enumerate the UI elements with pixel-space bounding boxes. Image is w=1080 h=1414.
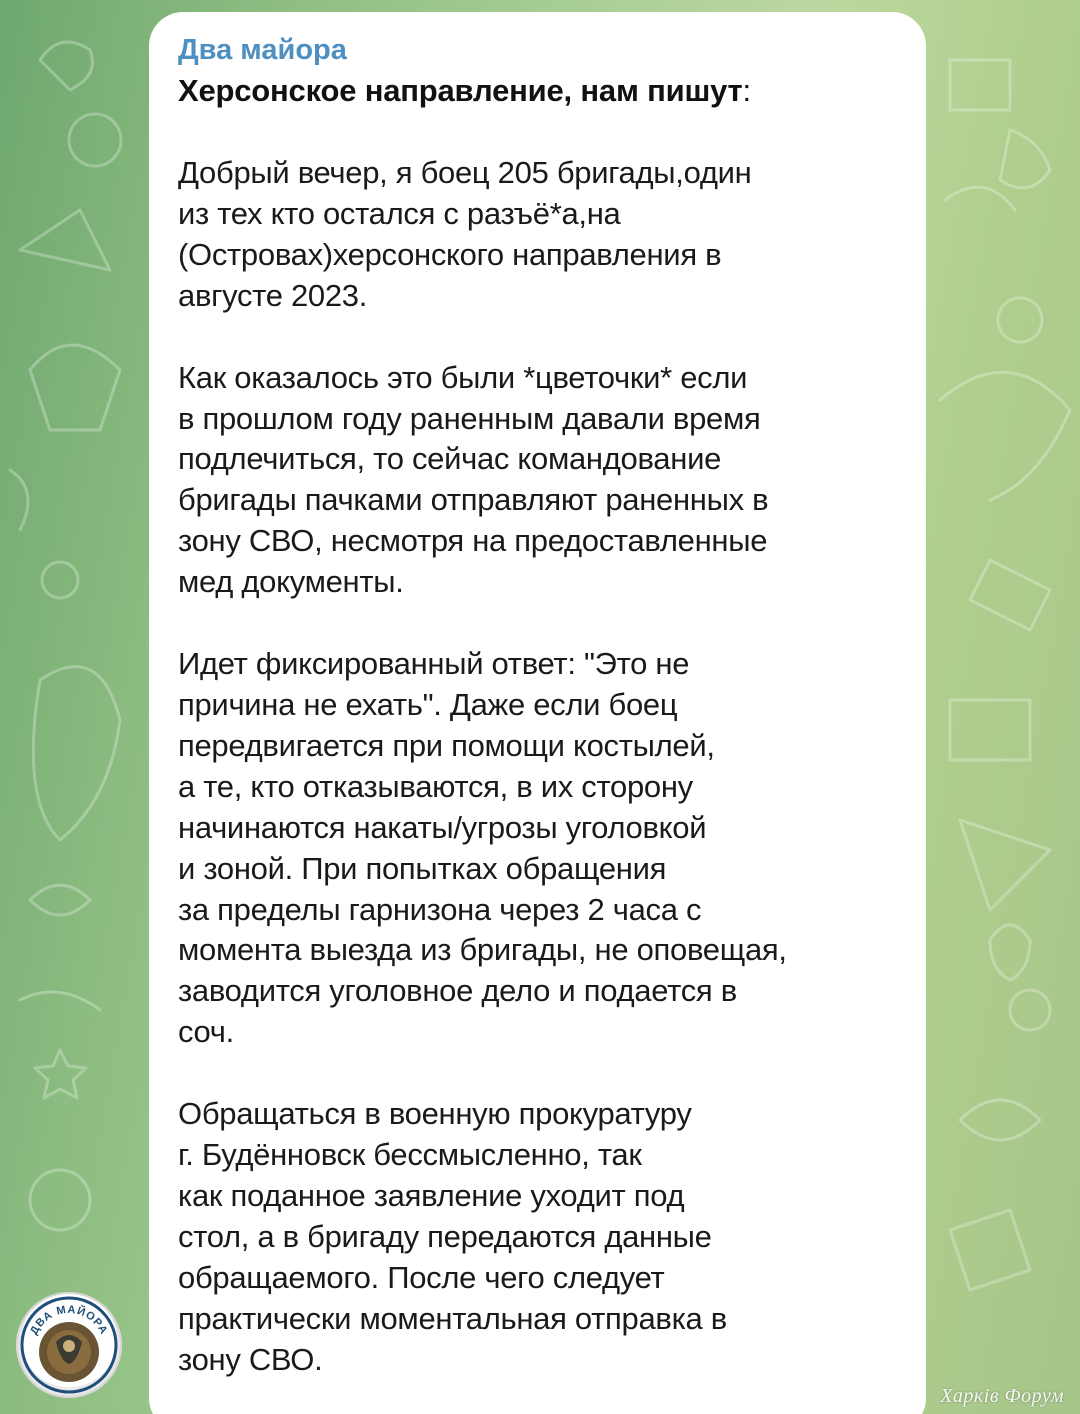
- channel-name[interactable]: Два майора: [178, 34, 347, 66]
- message-line: как поданное заявление уходит под: [178, 1177, 685, 1213]
- message-line: практически моментальная отправка в: [178, 1300, 727, 1336]
- doodle-wave-icon: [20, 992, 100, 1010]
- message-line: подлечиться, то сейчас командование: [178, 441, 722, 477]
- doodle-tag-icon: [950, 1210, 1030, 1290]
- doodle-leaf-icon: [40, 42, 93, 90]
- message-line: августе 2023.: [178, 277, 368, 313]
- message-headline: [178, 70, 898, 112]
- message-line: момента выезда из бригады, не оповещая,: [178, 932, 787, 968]
- doodle-dino-icon: [33, 667, 120, 840]
- message-line: обращаемого. После чего следует: [178, 1259, 665, 1295]
- message-line: соч.: [178, 1014, 234, 1050]
- message-line: бригады пачками отправляют раненных в: [178, 482, 769, 518]
- message-line: г. Будённовск бессмысленно, так: [178, 1137, 642, 1173]
- message-line: стол, а в бригаду передаются данные: [178, 1218, 712, 1254]
- doodle-cake-icon: [30, 345, 120, 430]
- message-paragraph-4: [178, 1094, 898, 1380]
- message-line: начинаются накаты/угрозы уголовкой: [178, 809, 707, 845]
- message-line: в прошлом году раненным давали время: [178, 400, 761, 436]
- doodle-bulb-icon: [990, 925, 1030, 980]
- message-line: зону СВО, несмотря на предоставленные: [178, 523, 768, 559]
- message-line: заводится уголовное дело и подается в: [178, 973, 737, 1009]
- channel-logo-icon: [16, 1292, 122, 1398]
- avatar-text: ДВА МАЙОРА: [28, 1303, 110, 1337]
- message-paragraph-3: [178, 644, 898, 1053]
- paragraph-gap: [178, 317, 898, 358]
- message-line: мед документы.: [178, 564, 404, 600]
- message-line: Обращаться в военную прокуратуру: [178, 1096, 692, 1132]
- message-line: Идет фиксированный ответ: "Это не: [178, 646, 690, 682]
- forum-watermark: Харків Форум: [940, 1385, 1064, 1407]
- doodle-cup-icon: [950, 60, 1010, 110]
- doodle-swirl-icon: [945, 187, 1015, 210]
- message-paragraph-2: [178, 358, 898, 603]
- message-line: Добрый вечер, я боец 205 бригады,один: [178, 155, 752, 190]
- headline-colon: :: [742, 73, 751, 108]
- message-line: из тех кто остался с разъё*а,на: [178, 195, 621, 231]
- paragraph-gap: [178, 112, 898, 153]
- message-bubble[interactable]: [149, 12, 926, 1414]
- channel-avatar[interactable]: [16, 1292, 122, 1398]
- doodle-lollipop-icon: [1010, 990, 1050, 1030]
- message-line: Как оказалось это были *цветочки* если: [178, 359, 748, 395]
- doodle-balloon-icon: [940, 372, 1070, 500]
- doodle-fish-icon: [960, 1100, 1040, 1140]
- doodle-star-icon: [35, 1050, 86, 1098]
- doodle-ring-icon: [42, 562, 78, 598]
- doodle-line-icon: [10, 470, 28, 530]
- message-line: а те, кто отказываются, в их сторону: [178, 768, 693, 804]
- doodle-bubble-icon: [30, 1170, 90, 1230]
- doodle-pizza2-icon: [960, 820, 1050, 910]
- message-line: зону СВО.: [178, 1341, 323, 1377]
- message-line: передвигается при помощи костылей,: [178, 727, 715, 763]
- headline-text: Херсонское направление, нам пишут: [178, 73, 743, 108]
- paragraph-gap: [178, 603, 898, 644]
- doodle-eye-icon: [30, 885, 90, 915]
- doodle-pizza-icon: [20, 210, 110, 270]
- doodle-ghost-icon: [69, 114, 121, 166]
- message-line: за пределы гарнизона через 2 часа с: [178, 891, 702, 927]
- doodle-spiral-icon: [998, 298, 1042, 342]
- doodle-box-icon: [950, 700, 1030, 760]
- message-line: причина не ехать". Даже если боец: [178, 686, 678, 722]
- paragraph-gap: [178, 1053, 898, 1094]
- message-line: и зоной. При попытках обращения: [178, 850, 667, 886]
- message-line: (Островах)херсонского направления в: [178, 236, 722, 272]
- doodle-flashlight-icon: [970, 560, 1050, 630]
- doodle-strawberry-icon: [1000, 130, 1050, 188]
- message-paragraph-1: [178, 153, 898, 317]
